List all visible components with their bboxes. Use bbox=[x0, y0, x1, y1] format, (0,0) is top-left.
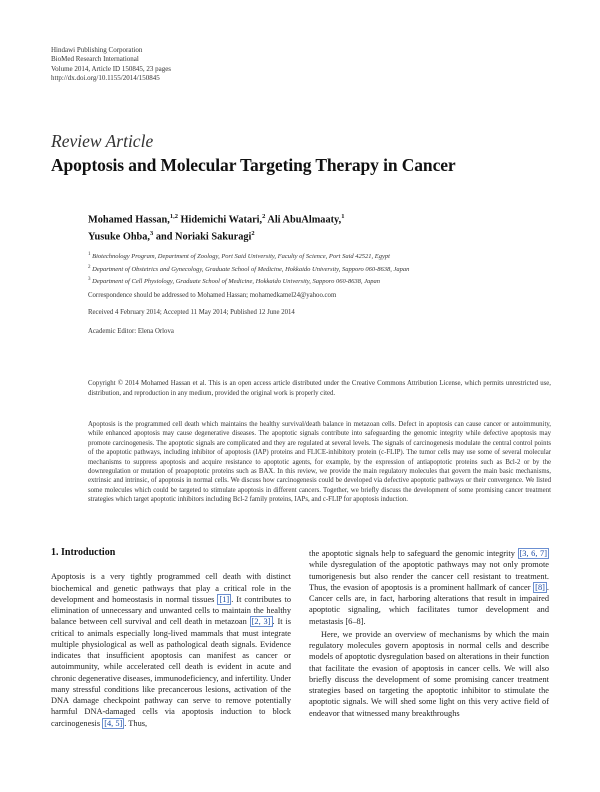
affiliation-item bbox=[88, 263, 558, 276]
dates-line: Received 4 February 2014; Accepted 11 May 2014; Published 12 June 2014 bbox=[88, 309, 295, 316]
author-list bbox=[88, 210, 548, 245]
citation-link[interactable]: [2, 3] bbox=[251, 617, 271, 627]
citation-link[interactable]: [1] bbox=[219, 594, 230, 604]
author-name[interactable]: Hidemichi Watari, bbox=[177, 214, 263, 226]
author-affil-sup: 3 bbox=[150, 230, 154, 238]
author-affil-sup: 2 bbox=[262, 213, 266, 220]
intro-paragraph-1-continued bbox=[309, 548, 549, 627]
author-name[interactable]: Ali AbuAlmaaty, bbox=[265, 214, 342, 226]
affiliation-text: Biotechnology Program, Department of Zoology, Port Said University, Faculty of Science, Port Said 42521, Egypt bbox=[90, 253, 390, 261]
citation-link[interactable]: [4, 5] bbox=[104, 718, 123, 728]
volume-line: Volume 2014, Article ID 150845, 23 pages bbox=[51, 64, 172, 73]
body-text: the apoptotic signals help to safeguard the genomic integrity bbox=[309, 549, 518, 558]
author-name[interactable]: and Noriaki Sakuragi bbox=[153, 231, 252, 243]
citation-link[interactable]: [8] bbox=[535, 582, 545, 592]
body-text: . Thus, bbox=[124, 718, 148, 728]
academic-editor: Academic Editor: Elena Orlova bbox=[88, 328, 174, 335]
affiliation-text: Department of Obstetrics and Gynecology, Graduate School of Medicine, Hokkaido University, Sapporo 060-8638, Japan bbox=[90, 265, 410, 273]
affiliation-text: Department of Cell Physiology, Graduate School of Medicine, Hokkaido University, Sapporo 060-8638, Japan bbox=[90, 278, 381, 286]
body-text: . It contributes to elimination of unnecessary and unwanted cells to maintain the healthy balance between cell survival and cell death in metazoan bbox=[51, 594, 291, 627]
correspondence-line[interactable]: Correspondence should be addressed to Mohamed Hassan; mohamedkamel24@yahoo.com bbox=[88, 292, 337, 299]
right-column bbox=[309, 548, 549, 719]
body-text: while dysregulation of the apoptotic pathways may not only promote tumorigenesis but also render the cancer cell resistant to treatment. Thus, the evasion of apoptosis is a prominent hallmark of cancer bbox=[309, 560, 549, 592]
copyright-notice: Copyright © 2014 Mohamed Hassan et al. This is an open access article distributed under the Creative Commons Attribution License, which permits unrestricted use, distribution, and reproduction in any medium, provided the original work is properly cited. bbox=[88, 380, 551, 397]
author-name[interactable]: Yusuke Ohba, bbox=[88, 231, 151, 243]
author-affil-sup: 1 bbox=[341, 213, 345, 220]
doi-link[interactable]: http://dx.doi.org/10.1155/2014/150845 bbox=[51, 73, 160, 82]
affiliation-list bbox=[88, 250, 558, 288]
section-heading-introduction: 1. Introduction bbox=[51, 547, 116, 558]
abstract: Apoptosis is the programmed cell death which maintains the healthy survival/death balance in metazoan cells. Defect in apoptosis can cause cancer or autoimmunity, while enhanced apoptosis may cause degenerative diseases. The apoptotic signals contribute into safeguarding the genomic integrity while defective apoptosis may promote carcinogenesis. The apoptotic signals are complicated and they are regulated at several levels. The signals of carcinogenesis modulate the central control points of the apoptotic pathways, including inhibitor of apoptosis (IAP) proteins and FLICE-inhibitory protein (c-FLIP). The tumor cells may use some of several molecular mechanisms to suppress apoptosis and acquire resistance to apoptotic agents, for example, by the expression of antiapoptotic proteins such as Bcl-2 or by the downregulation or mutation of proapoptotic proteins such as BAX. In this review, we provide the main regulatory molecules that govern the main basic mechanisms, extrinsic and intrinsic, of apoptosis in normal cells. We discuss how carcinogenesis could be developed via defective apoptotic pathways or their convergence. We listed some molecules which could be targeted to stimulate apoptosis in different cancers. Together, we briefly discuss the development of some promising cancer treatment strategies which target apoptotic inhibitors including Bcl-2 family proteins, IAPs, and c-FLIP for apoptosis induction. bbox=[88, 421, 551, 504]
article-title: Apoptosis and Molecular Targeting Therapy in Cancer bbox=[51, 155, 456, 175]
publication-info bbox=[51, 46, 171, 83]
body-text: Apoptosis is a very tightly programmed cell death with distinct biochemical and genetic pathways that play a critical role in the development and homeostasis in normal tissues bbox=[51, 572, 291, 604]
article-type: Review Article bbox=[51, 131, 154, 151]
affiliation-item bbox=[88, 250, 558, 263]
citation-link[interactable]: [3, 6, 7] bbox=[519, 549, 547, 558]
body-text: . Cancer cells are, in fact, harboring alterations that result in impaired apoptotic signaling, which facilitates tumor development and metastasis [6–8]. bbox=[309, 582, 549, 626]
body-text: . It is critical to animals especially long-lived mammals that must integrate multiple physiological as well as pathological death signals. Evidence indicates that insufficient apoptosis can manifest as cancer or autoimmunity, while accelerated cell death is evident in acute and chronic degenerative diseases, immunodeficiency, and infertility. Under many stressful conditions like precancerous lesions, activation of the DNA damage checkpoint pathway can serve to remove potentially harmful DNA-damaged cells via apoptosis induction to block carcinogenesis bbox=[51, 617, 291, 728]
affiliation-number: 1 bbox=[88, 252, 91, 257]
author-affil-sup: 2 bbox=[251, 230, 255, 238]
author-name[interactable]: Mohamed Hassan, bbox=[88, 214, 170, 226]
intro-paragraph-2: Here, we provide an overview of mechanisms by which the main regulatory molecules govern apoptosis in normal cells and describe models of apoptotic dysregulation based on alterations in their function that facilitate the evasion of apoptosis in cancer cells. We will also briefly discuss the development of some promising cancer treatment strategies based on targeting the apoptotic inhibitor to stimulate the apoptotic signals. We will shed some light on this very active field of endeavor that witnessed many breakthroughs bbox=[309, 629, 549, 718]
intro-paragraph-1 bbox=[51, 571, 291, 729]
affiliation-number: 2 bbox=[88, 264, 91, 270]
journal-name: BioMed Research International bbox=[51, 55, 139, 64]
left-column bbox=[51, 547, 291, 729]
publisher-name: Hindawi Publishing Corporation bbox=[51, 46, 143, 54]
affiliation-number: 3 bbox=[88, 277, 91, 283]
author-affil-sup: 1,2 bbox=[169, 213, 178, 220]
affiliation-item bbox=[88, 275, 558, 288]
